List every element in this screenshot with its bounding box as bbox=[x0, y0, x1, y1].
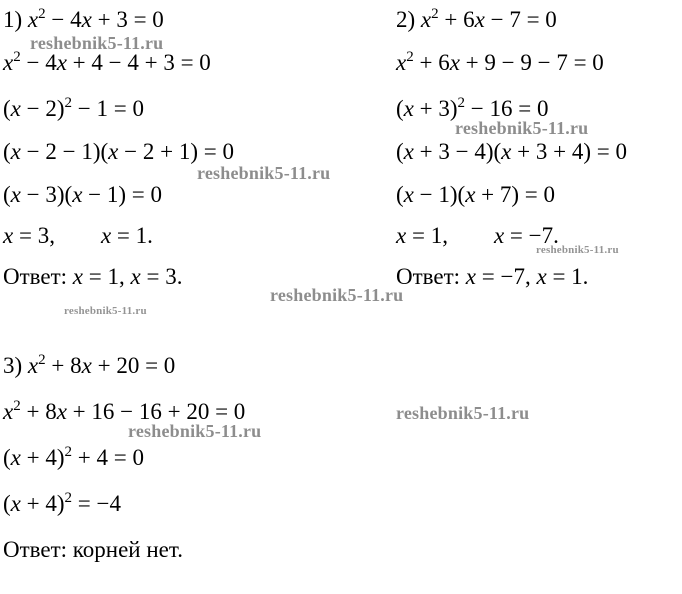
p3-answer: Ответ: корней нет. bbox=[3, 537, 183, 562]
p2-eq-2: $(x + 3)^2 - 16 = 0$ bbox=[396, 95, 549, 121]
watermark: reshebnik5-11.ru bbox=[396, 403, 530, 423]
p3-eq-2: $(x + 4)^2 + 4 = 0$ bbox=[3, 444, 144, 470]
watermark: reshebnik5-11.ru bbox=[197, 163, 331, 183]
watermark: reshebnik5-11.ru bbox=[536, 244, 619, 256]
p3-eq-1: $x^2 + 8x + 16 - 16 + 20 = 0$ bbox=[3, 398, 246, 424]
p2-eq-3: (x + 3 − 4)(x + 3 + 4) = 0 bbox=[396, 139, 627, 164]
p3-eq-0: 3) $x^2 + 8x + 20 = 0$ bbox=[3, 352, 176, 378]
p2-eq-5: x = 1, x = −7. bbox=[396, 223, 559, 248]
p1-eq-3: (x − 2 − 1)(x − 2 + 1) = 0 bbox=[3, 139, 234, 164]
p2-eq-1: $x^2 + 6x + 9 - 9 - 7 = 0$ bbox=[396, 49, 604, 75]
p2-eq-4: (x − 1)(x + 7) = 0 bbox=[396, 182, 556, 207]
p2-answer: Ответ: x = −7, x = 1. bbox=[396, 264, 589, 289]
p1-eq-4: (x − 3)(x − 1) = 0 bbox=[3, 182, 163, 207]
watermark: reshebnik5-11.ru bbox=[64, 305, 147, 317]
p1-eq-1: $x^2 - 4x + 4 - 4 + 3 = 0$ bbox=[3, 49, 211, 75]
p3-eq-3: $(x + 4)^2 = -4$ bbox=[3, 490, 121, 516]
watermark: reshebnik5-11.ru bbox=[30, 33, 164, 53]
watermark: reshebnik5-11.ru bbox=[270, 285, 404, 305]
p1-eq-0: 1) $x^2 - 4x + 3 = 0$ bbox=[3, 6, 164, 32]
p1-eq-2: $(x - 2)^2 - 1 = 0$ bbox=[3, 95, 144, 121]
watermark: reshebnik5-11.ru bbox=[128, 421, 262, 441]
p2-eq-0: 2) $x^2 + 6x - 7 = 0$ bbox=[396, 6, 557, 32]
p1-eq-5: x = 3, x = 1. bbox=[3, 223, 153, 248]
p1-answer: Ответ: x = 1, x = 3. bbox=[3, 264, 183, 289]
watermark: reshebnik5-11.ru bbox=[455, 118, 589, 138]
